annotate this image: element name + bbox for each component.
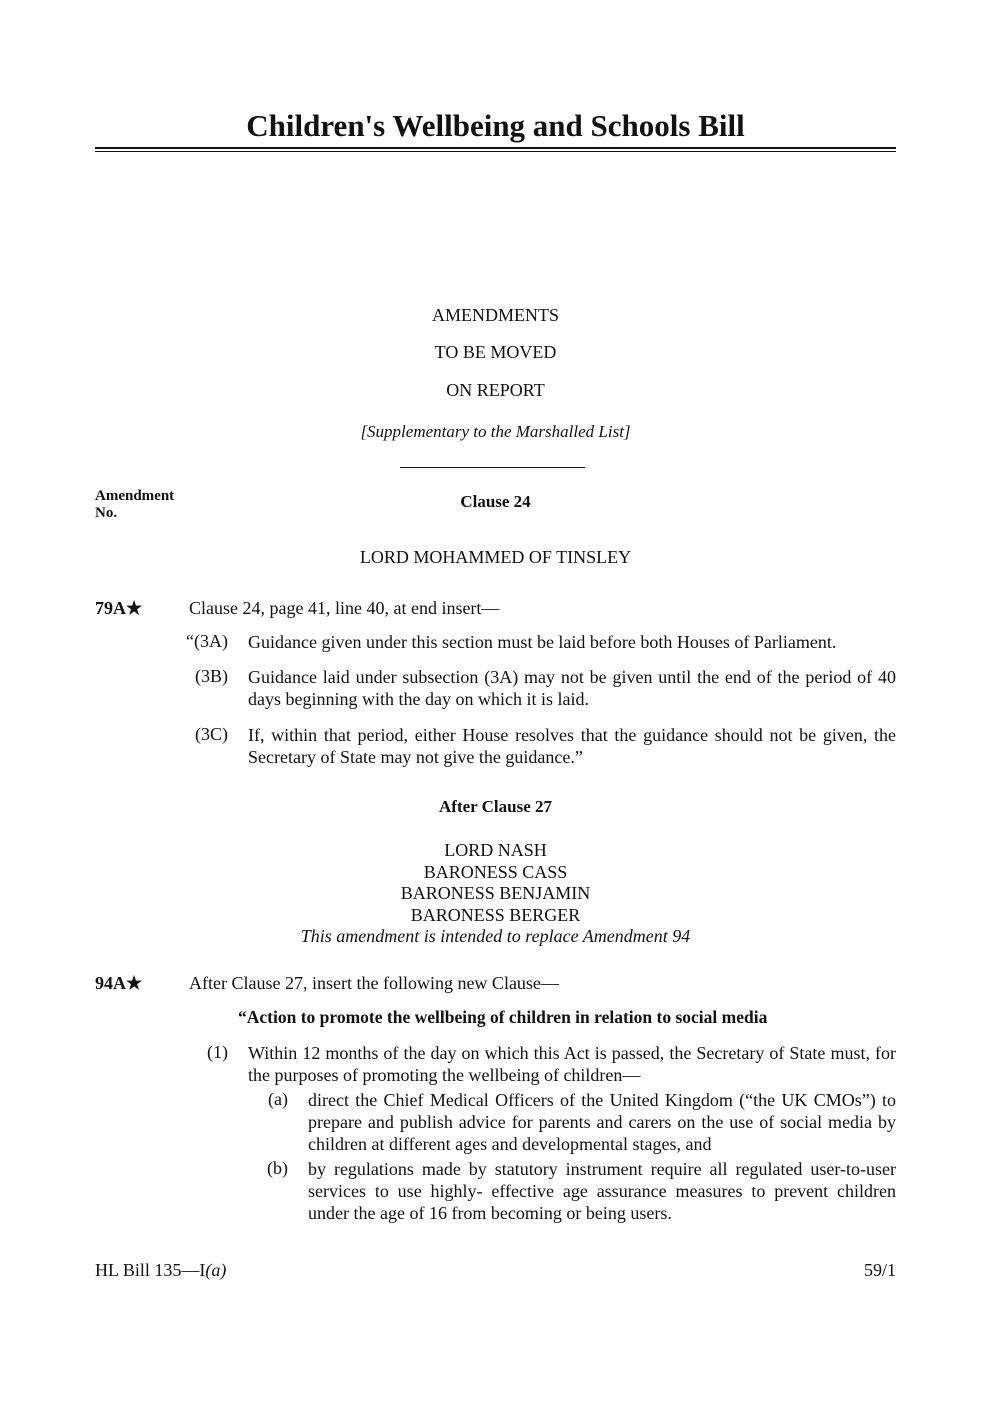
heading-amendments: AMENDMENTS — [431, 305, 559, 325]
clause-heading: Clause 24 — [460, 492, 531, 511]
mover-name: LORD NASH — [444, 840, 547, 860]
mover-name: BARONESS BENJAMIN — [400, 883, 591, 903]
new-clause-title: “Action to promote the wellbeing of children in relation to social media — [238, 1007, 768, 1027]
mover-name: BARONESS BERGER — [410, 904, 581, 925]
clause-heading: After Clause 27 — [439, 797, 552, 816]
amendment-note: This amendment is intended to replace Amendment 94 — [300, 926, 691, 946]
heading-to-be-moved: TO BE MOVED — [434, 342, 557, 362]
amendment-label: Amendment — [95, 488, 175, 504]
heading-supplementary: [Supplementary to the Marshalled List] — [360, 422, 631, 441]
separator-rule — [400, 467, 585, 468]
subsection-text: Within 12 months of the day on which this Act is passed, the Secretary of State must, for the purposes of promoting the wellbeing of children— — [248, 1043, 896, 1085]
bill-title: Children's Wellbeing and Schools Bill — [246, 108, 745, 143]
bill-ref-text: HL Bill 135—I — [95, 1260, 206, 1280]
bill-ref-suffix: (a) — [205, 1260, 227, 1280]
subsection-label: (1) — [207, 1042, 228, 1062]
amendment-number: 79A★ — [95, 598, 143, 618]
mover-name: LORD MOHAMMED OF TINSLEY — [359, 547, 632, 567]
subsection-label: (3B) — [195, 666, 228, 686]
subsection-label: “(3A) — [186, 631, 228, 651]
paragraph-label: (b) — [267, 1158, 288, 1178]
subsection-text: Guidance given under this section must be laid before both Houses of Parliament. — [248, 632, 837, 652]
paragraph-text: direct the Chief Medical Officers of the United Kingdom (“the UK CMOs”) to prepare and publish advice for parents and carers on the use of social media by children at different ages and developmental stages, and — [308, 1090, 896, 1154]
amendment-intro: Clause 24, page 41, line 40, at end insert— — [189, 598, 500, 618]
page-number: 59/1 — [863, 1260, 896, 1280]
title-rule — [95, 147, 896, 149]
title-rule-thin — [95, 151, 896, 152]
heading-on-report: ON REPORT — [446, 380, 545, 400]
subsection-label: (3C) — [195, 724, 228, 744]
subsection-text: Guidance laid under subsection (3A) may not be given until the end of the period of 40 days beginning with the day on which it is laid. — [248, 667, 896, 709]
movers-list — [95, 840, 896, 948]
paragraph-label: (a) — [268, 1089, 288, 1109]
amendment-intro: After Clause 27, insert the following new Clause— — [189, 973, 559, 993]
paragraph-text: by regulations made by statutory instrument require all regulated user-to-user services to use highly- effective age assurance measures to prevent children under the age of 16 from becoming or being users. — [308, 1159, 896, 1223]
mover-name: BARONESS CASS — [423, 861, 568, 882]
subsection-text: If, within that period, either House resolves that the guidance should not be given, the Secretary of State may not give the guidance.” — [248, 725, 896, 767]
bill-reference — [95, 1260, 226, 1281]
no-label: No. — [95, 505, 118, 521]
amendment-number: 94A★ — [95, 973, 143, 993]
